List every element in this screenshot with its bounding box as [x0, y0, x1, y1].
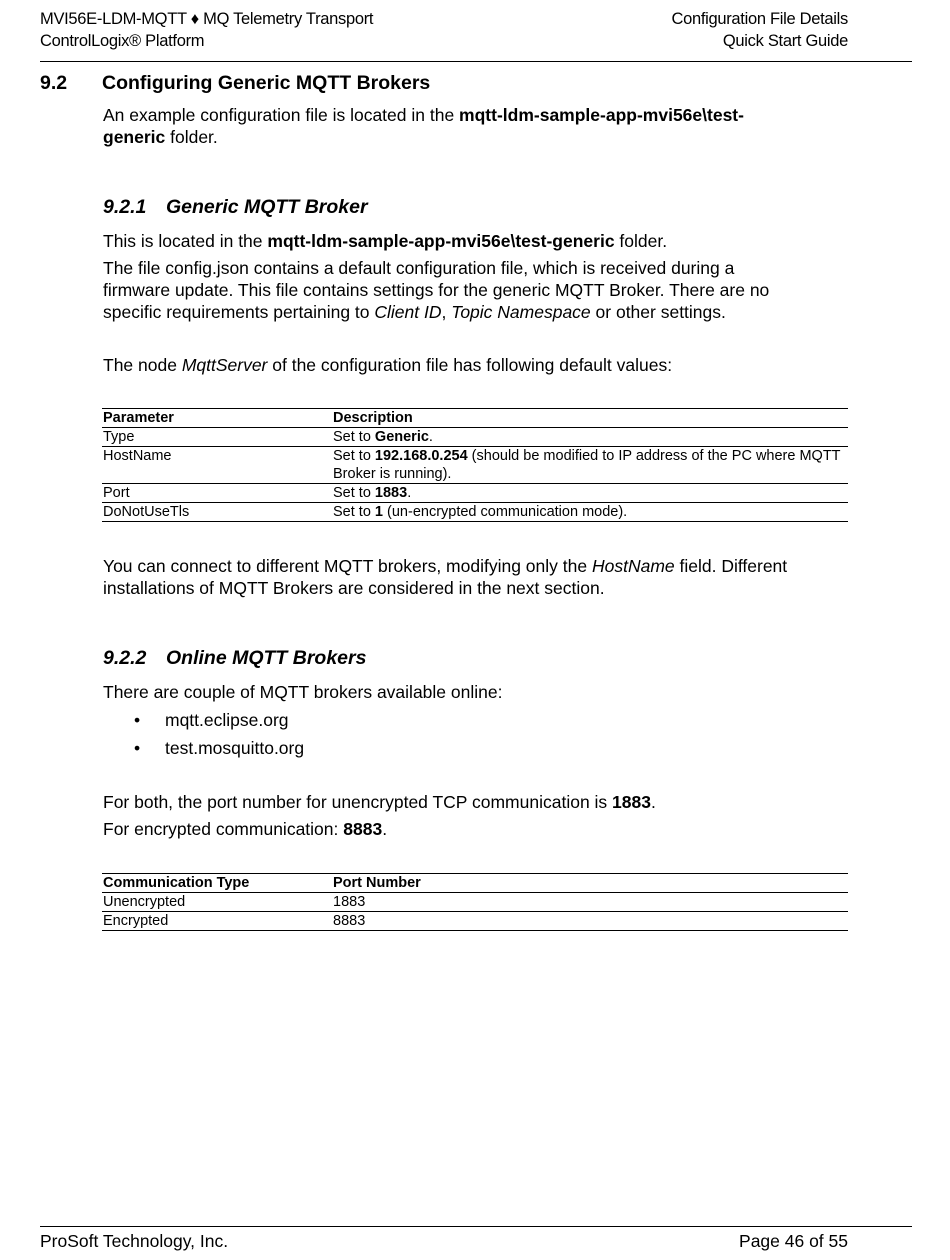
column-header-parameter: Parameter [102, 409, 332, 428]
broker-list [103, 709, 304, 765]
table-row [102, 484, 848, 503]
sub1-p2-sep: , [441, 302, 452, 322]
param-cell: Type [102, 428, 332, 447]
table-row [102, 447, 848, 484]
list-item [103, 709, 304, 731]
sub2-p3-end: . [382, 819, 388, 839]
footer-company: ProSoft Technology, Inc. [40, 1231, 229, 1251]
subsection-number: 9.2.2 [103, 647, 147, 669]
sub1-p1-folder: mqtt-ldm-sample-app-mvi56e\test-generic [267, 231, 615, 251]
header-guide-title: Quick Start Guide [722, 32, 848, 50]
unencrypted-port: 1883 [612, 792, 651, 812]
description-cell: Set to Generic. [332, 428, 848, 447]
broker-host: mqtt.eclipse.org [165, 710, 289, 730]
sub1-paragraph-2 [103, 257, 848, 323]
param-cell: Port [102, 484, 332, 503]
type-cell: Unencrypted [102, 893, 332, 912]
mqttserver-term: MqttServer [181, 355, 268, 375]
sub1-p2-end: or other settings. [590, 302, 726, 322]
sub1-p3-end: of the configuration file has following default values: [267, 355, 673, 375]
subsection-number: 9.2.1 [103, 196, 147, 218]
section-heading [40, 70, 900, 96]
sub2-p1-text: There are couple of MQTT brokers available online: [103, 682, 503, 702]
footer-rule [40, 1226, 912, 1227]
client-id-term: Client ID [374, 302, 442, 322]
subsection-title: Generic MQTT Broker [166, 196, 368, 218]
header-platform: ControlLogix® Platform [40, 32, 205, 50]
description-cell: Set to 1 (un-encrypted communication mode). [332, 503, 848, 522]
sub1-p3-text: The node [103, 355, 182, 375]
sub2-paragraph-3 [103, 818, 848, 840]
port-cell: 1883 [332, 893, 848, 912]
sub2-paragraph-2 [103, 791, 848, 813]
sub1-p2-line1: The file config.json contains a default configuration file, which is received during a [103, 258, 735, 278]
column-header-description: Description [332, 409, 848, 428]
sub1-paragraph-4 [103, 555, 848, 599]
sub1-paragraph-3 [103, 354, 848, 376]
section-title: Configuring Generic MQTT Brokers [102, 72, 431, 94]
param-cell: DoNotUseTls [102, 503, 332, 522]
topic-namespace-term: Topic Namespace [451, 302, 591, 322]
type-cell: Encrypted [102, 912, 332, 931]
header-rule [40, 61, 912, 62]
subsection-title: Online MQTT Brokers [166, 647, 367, 669]
sub1-p4-text-cont: field. Different [674, 556, 788, 576]
encrypted-port: 8883 [343, 819, 383, 839]
sub2-p2-end: . [650, 792, 656, 812]
sub1-p2-line2: firmware update. This file contains settings for the generic MQTT Broker. There are no [103, 280, 770, 300]
port-cell: 8883 [332, 912, 848, 931]
sub2-p3-text: For encrypted communication: [103, 819, 344, 839]
column-header-port-number: Port Number [332, 874, 848, 893]
intro-text: An example configuration file is located in the [103, 105, 460, 125]
table-row [102, 912, 848, 931]
bullet-icon: • [134, 738, 141, 758]
sub1-p1-end: folder. [614, 231, 668, 251]
table-row [102, 428, 848, 447]
intro-folder-a: mqtt-ldm-sample-app-mvi56e\test- [459, 105, 744, 125]
defaults-table [102, 408, 848, 522]
column-header-communication-type: Communication Type [102, 874, 332, 893]
table-row [102, 503, 848, 522]
sub1-p1-text: This is located in the [103, 231, 268, 251]
bullet-icon: • [134, 710, 141, 730]
list-item [103, 737, 304, 759]
section-intro [103, 104, 848, 148]
sub1-p4-line2: installations of MQTT Brokers are considered in the next section. [103, 578, 605, 598]
intro-folder-b: generic [103, 127, 166, 147]
header-product-title: MVI56E-LDM-MQTT ♦ MQ Telemetry Transport [40, 10, 374, 28]
table-row [102, 893, 848, 912]
description-cell: Set to 1883. [332, 484, 848, 503]
param-cell: HostName [102, 447, 332, 484]
ports-table [102, 873, 848, 931]
description-cell: Set to 192.168.0.254 (should be modified to IP address of the PC where MQTT Broker is running). [332, 447, 848, 484]
section-number: 9.2 [40, 72, 68, 94]
sub1-paragraph-1 [103, 230, 848, 252]
intro-text-end: folder. [165, 127, 218, 147]
header-chapter-title: Configuration File Details [671, 10, 848, 28]
sub2-paragraph-1 [103, 681, 848, 703]
broker-host: test.mosquitto.org [165, 738, 305, 758]
subsection-heading-2 [103, 645, 366, 671]
sub2-p2-text: For both, the port number for unencrypted TCP communication is [103, 792, 613, 812]
page-number: Page 46 of 55 [739, 1231, 848, 1251]
sub1-p2-line3: specific requirements pertaining to [103, 302, 375, 322]
subsection-heading-1 [103, 194, 368, 220]
sub1-p4-text: You can connect to different MQTT brokers, modifying only the [103, 556, 592, 576]
table-header-row [102, 409, 848, 428]
table-header-row [102, 874, 848, 893]
hostname-term: HostName [591, 556, 675, 576]
